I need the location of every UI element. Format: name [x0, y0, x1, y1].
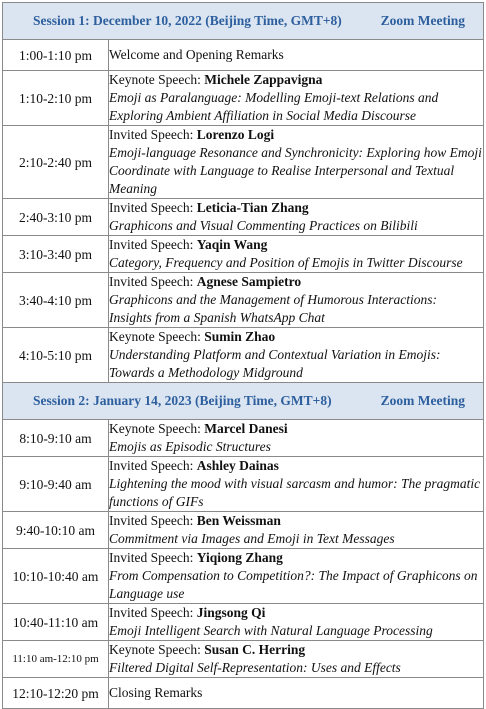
talk-title: Emoji Intelligent Search with Natural Language Processing	[109, 623, 433, 638]
table-row	[3, 328, 484, 383]
talk-cell	[109, 126, 484, 199]
table-row	[3, 273, 484, 328]
speaker-name: Lorenzo Logi	[196, 127, 275, 142]
talk-role: Invited Speech:	[109, 200, 197, 215]
time-slot: 10:40-11:10 am	[3, 604, 109, 641]
time-slot: 2:10-2:40 pm	[3, 126, 109, 199]
session-2-header	[3, 383, 484, 420]
talk-cell	[109, 199, 484, 236]
talk-role: Keynote Speech:	[109, 72, 205, 87]
table-row	[3, 126, 484, 199]
speaker-name: Ashley Dainas	[196, 458, 279, 473]
talk-cell	[109, 420, 484, 457]
session-2-title: Session 2: January 14, 2023 (Beijing Time, GMT+8)	[33, 393, 332, 408]
table-row	[3, 199, 484, 236]
talk-title: Graphicons and the Management of Humorous Interactions: Insights from a Spanish WhatsApp Chat	[109, 292, 437, 325]
time-slot: 11:10 am-12:10 pm	[3, 641, 109, 678]
talk-cell	[109, 457, 484, 512]
talk-cell	[109, 328, 484, 383]
time-slot: 3:10-3:40 pm	[3, 236, 109, 273]
talk-title: Emoji-language Resonance and Synchronicity: Exploring how Emoji Coordinate with Language to Realise Interpersonal and Textual Meaning	[109, 145, 482, 196]
table-row	[3, 549, 484, 604]
talk-title: Emojis as Episodic Structures	[109, 439, 271, 454]
table-row	[3, 512, 484, 549]
session-text: Closing Remarks	[109, 678, 484, 709]
time-slot: 3:40-4:10 pm	[3, 273, 109, 328]
time-slot: 10:10-10:40 am	[3, 549, 109, 604]
speaker-name: Marcel Danesi	[204, 421, 288, 436]
talk-role: Invited Speech:	[109, 458, 197, 473]
talk-role: Invited Speech:	[109, 237, 197, 252]
talk-title: Understanding Platform and Contextual Variation in Emojis: Towards a Methodology Midground	[109, 347, 441, 380]
speaker-name: Susan C. Herring	[204, 642, 306, 657]
time-slot: 8:10-9:10 am	[3, 420, 109, 457]
talk-cell	[109, 641, 484, 678]
table-row	[3, 420, 484, 457]
speaker-name: Leticia-Tian Zhang	[196, 200, 309, 215]
time-slot: 1:00-1:10 pm	[3, 40, 109, 71]
time-slot: 1:10-2:10 pm	[3, 71, 109, 126]
talk-title: Category, Frequency and Position of Emojis in Twitter Discourse	[109, 255, 463, 270]
talk-role: Invited Speech:	[109, 550, 197, 565]
schedule-table	[2, 2, 484, 709]
table-row	[3, 604, 484, 641]
speaker-name: Jingsong Qi	[196, 605, 266, 620]
table-row	[3, 236, 484, 273]
table-row	[3, 641, 484, 678]
speaker-name: Ben Weissman	[196, 513, 281, 528]
time-slot: 4:10-5:10 pm	[3, 328, 109, 383]
speaker-name: Sumin Zhao	[204, 329, 276, 344]
talk-cell	[109, 236, 484, 273]
session-2-platform: Zoom Meeting	[380, 393, 465, 408]
table-row	[3, 678, 484, 709]
session-text: Welcome and Opening Remarks	[109, 40, 484, 71]
speaker-name: Yaqin Wang	[196, 237, 268, 252]
session-1-platform: Zoom Meeting	[380, 13, 465, 28]
talk-title: From Compensation to Competition?: The Impact of Graphicons on Language use	[109, 568, 478, 601]
session-1-header	[3, 3, 484, 40]
speaker-name: Yiqiong Zhang	[196, 550, 283, 565]
talk-title: Graphicons and Visual Commenting Practices on Bilibili	[109, 218, 418, 233]
talk-role: Keynote Speech:	[109, 329, 205, 344]
talk-cell	[109, 71, 484, 126]
table-row	[3, 40, 484, 71]
program-schedule	[2, 2, 484, 709]
talk-cell	[109, 604, 484, 641]
time-slot: 9:40-10:10 am	[3, 512, 109, 549]
talk-cell	[109, 273, 484, 328]
talk-cell	[109, 549, 484, 604]
time-slot: 12:10-12:20 pm	[3, 678, 109, 709]
time-slot: 2:40-3:10 pm	[3, 199, 109, 236]
speaker-name: Agnese Sampietro	[196, 274, 302, 289]
talk-role: Invited Speech:	[109, 513, 197, 528]
talk-title: Emoji as Paralanguage: Modelling Emoji-text Relations and Exploring Ambient Affiliation in Social Media Discourse	[109, 90, 439, 123]
speaker-name: Michele Zappavigna	[204, 72, 323, 87]
table-row	[3, 457, 484, 512]
talk-cell	[109, 512, 484, 549]
table-row	[3, 71, 484, 126]
talk-title: Filtered Digital Self-Representation: Uses and Effects	[109, 660, 401, 675]
talk-title: Commitment via Images and Emoji in Text Messages	[109, 531, 395, 546]
talk-role: Invited Speech:	[109, 127, 197, 142]
talk-title: Lightening the mood with visual sarcasm and humor: The pragmatic functions of GIFs	[109, 476, 481, 509]
talk-role: Keynote Speech:	[109, 421, 205, 436]
talk-role: Invited Speech:	[109, 605, 197, 620]
session-1-title: Session 1: December 10, 2022 (Beijing Time, GMT+8)	[33, 13, 342, 28]
talk-role: Keynote Speech:	[109, 642, 205, 657]
time-slot: 9:10-9:40 am	[3, 457, 109, 512]
talk-role: Invited Speech:	[109, 274, 197, 289]
